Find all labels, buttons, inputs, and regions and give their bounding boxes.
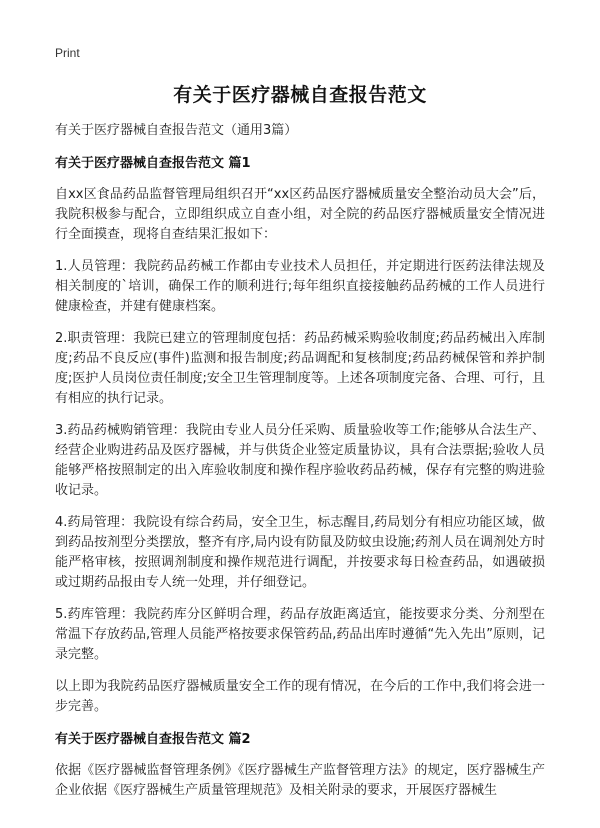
page-title: 有关于医疗器械自查报告范文 bbox=[173, 84, 427, 106]
paragraph-section2-intro: 依据《医疗器械监督管理条例》《医疗器械生产监督管理方法》的规定，医疗器械生产企业依据《医疗器械生产质量管理规范》及相关附录的要求，开展医疗器械生 bbox=[55, 763, 545, 798]
paragraph-pharmacy: 4.药局管理：我院设有综合药局，安全卫生，标志醒目,药局划分有相应功能区域，做到药品按剂型分类摆放，整齐有序,局内设有防鼠及防蚊虫设施;药剂人员在调剂处方时能严格审核，按照调剂制度和操作规范进行调配，并按要求每日检查药品，如遇破损或过期药品报由专人统一处理，并仔细登记。 bbox=[55, 515, 545, 590]
document-subtitle: 有关于医疗器械自查报告范文（通用3篇） bbox=[55, 123, 298, 138]
paragraph-purchasing: 3.药品药械购销管理：我院由专业人员分任采购、质量验收等工作;能够从合法生产、经营企业购进药品及医疗器械，并与供货企业签定质量协议，具有合法票据;验收人员能够严格按照制定的出入库验收制度和操作程序验收药品药械，保存有完整的购进验收记录。 bbox=[55, 423, 545, 498]
document-body bbox=[55, 120, 545, 813]
print-label: Print bbox=[55, 46, 80, 60]
paragraph-conclusion: 以上即为我院药品医疗器械质量安全工作的现有情况，在今后的工作中,我们将会进一步完善。 bbox=[55, 679, 545, 714]
section-heading-1: 有关于医疗器械自查报告范文 篇1 bbox=[55, 156, 251, 171]
paragraph-personnel: 1.人员管理：我院药品药械工作都由专业技术人员担任，并定期进行医药法律法规及相关制度的`培训，确保工作的顺利进行;每年组织直接接触药品药械的工作人员进行健康检查，并建有健康档案。 bbox=[55, 259, 545, 314]
paragraph-responsibility: 2.职责管理：我院已建立的管理制度包括：药品药械采购验收制度;药品药械出入库制度;药品不良反应(事件)监测和报告制度;药品调配和复核制度;药品药械保管和养护制度;医护人员岗位责任制度;安全卫生管理制度等。上述各项制度完备、合理、可行，且有相应的执行记录。 bbox=[55, 331, 545, 406]
paragraph-warehouse: 5.药库管理：我院药库分区鲜明合理，药品存放距离适宜，能按要求分类、分剂型在常温下存放药品,管理人员能严格按要求保管药品,药品出库时遵循“先入先出”原则，记录完整。 bbox=[55, 607, 545, 662]
section-heading-2: 有关于医疗器械自查报告范文 篇2 bbox=[55, 732, 251, 747]
paragraph-intro: 自xx区食品药品监督管理局组织召开“xx区药品医疗器械质量安全整治动员大会”后，我院积极参与配合，立即组织成立自查小组，对全院的药品医疗器械质量安全情况进行全面摸查，现将自查结果汇报如下： bbox=[55, 187, 545, 242]
